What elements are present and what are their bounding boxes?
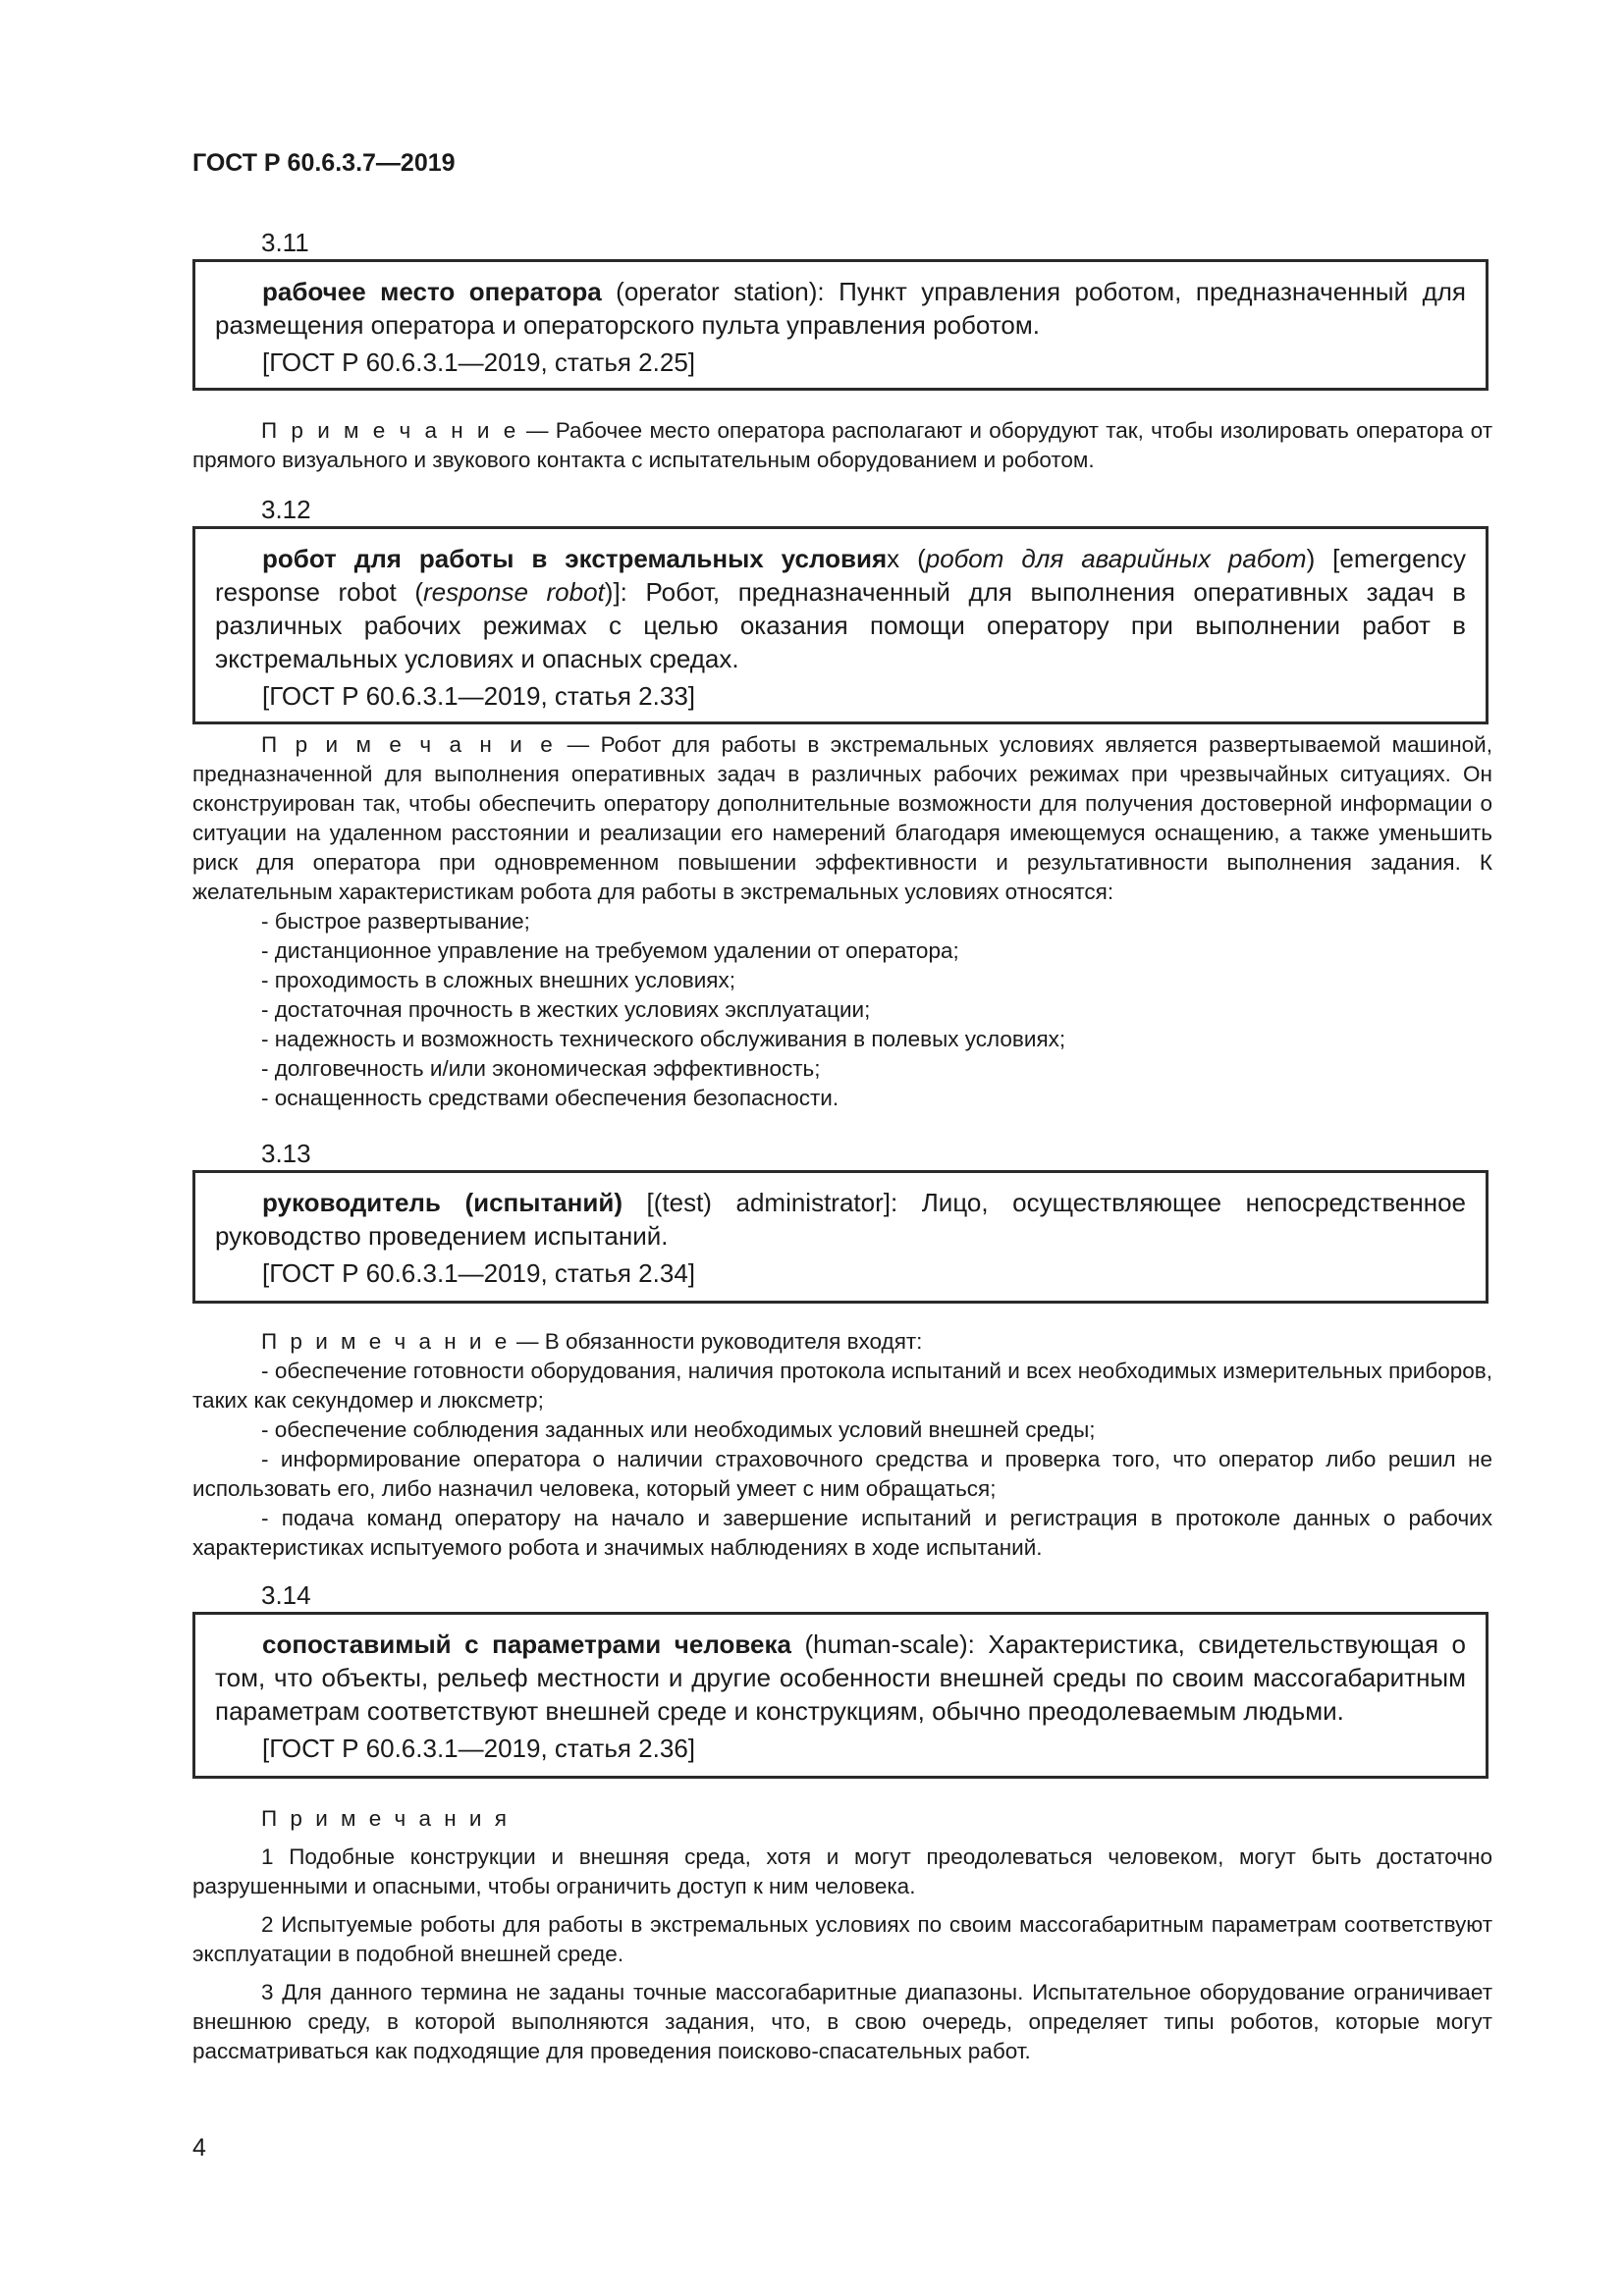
clause-number-3-11: 3.11 [261, 228, 309, 257]
clause-number-3-12: 3.12 [261, 495, 311, 524]
term-box-3-13 [192, 1170, 1489, 1304]
notes-heading: П р и м е ч а н и я [261, 1806, 511, 1831]
list-item: - обеспечение соблюдения заданных или необходимых условий внешней среды; [261, 1417, 1096, 1442]
note-3-11: П р и м е ч а н и е — Рабочее место оператора располагают и оборудуют так, чтобы изолировать оператора от прямого визуального и звукового контакта с испытательным оборудованием и роботом. [192, 418, 1492, 472]
notes-3-14 [192, 1804, 1492, 2075]
note-item-1: 1 Подобные конструкции и внешняя среда, хотя и могут преодолеваться человеком, могут быть достаточно разрушенными и опасными, чтобы ограничить доступ к ним человека. [192, 1844, 1492, 1898]
document-code-header: ГОСТ Р 60.6.3.7—2019 [192, 149, 456, 177]
term-3-14: сопоставимый с параметрами человека [262, 1629, 791, 1659]
clause-number-3-13: 3.13 [261, 1139, 311, 1168]
source-3-12: [ГОСТ Р 60.6.3.1—2019, статья 2.33] [262, 681, 695, 711]
term-box-3-14 [192, 1612, 1489, 1779]
note-item-3: 3 Для данного термина не заданы точные массогабаритные диапазоны. Испытательное оборудование ограничивает внешнюю среду, в которой выполняются задания, что, в свою очередь, определяет типы роботов, которые могут рассматриваться как подходящие для проведения поисково-спасательных работ. [192, 1980, 1492, 2063]
definition-3-12: робот для работы в экстремальных условиях (робот для аварийных работ) [emergency response robot (response robot)]: Робот, предназначенный для выполнения оперативных задач в различных рабочих режимах с целью оказания помощи оператору при выполнении работ в экстремальных условиях и опасных средах. [215, 544, 1466, 673]
list-item: - достаточная прочность в жестких условиях эксплуатации; [261, 997, 871, 1022]
bullet-list-3-13 [192, 1357, 1492, 1563]
list-item: - дистанционное управление на требуемом удалении от оператора; [261, 938, 959, 963]
note-label: П р и м е ч а н и е [261, 732, 557, 757]
source-3-11: [ГОСТ Р 60.6.3.1—2019, статья 2.25] [262, 347, 695, 377]
list-item: - надежность и возможность технического обслуживания в полевых условиях; [261, 1027, 1066, 1051]
note-label: П р и м е ч а н и е [261, 418, 519, 443]
list-item: - обеспечение готовности оборудования, наличия протокола испытаний и всех необходимых измерительных приборов, таких как секундомер и люксметр; [192, 1359, 1492, 1413]
clause-number-3-14: 3.14 [261, 1580, 311, 1610]
term-3-11: рабочее место оператора [262, 277, 602, 306]
definition-3-11: рабочее место оператора (operator station): Пункт управления роботом, предназначенный для размещения оператора и операторского пульта управления роботом. [215, 277, 1467, 340]
term-3-13: руководитель (испытаний) [262, 1188, 623, 1217]
source-3-14: [ГОСТ Р 60.6.3.1—2019, статья 2.36] [262, 1734, 695, 1763]
note-item-2: 2 Испытуемые роботы для работы в экстремальных условиях по своим массогабаритным параметрам соответствуют эксплуатации в подобной внешней среде. [192, 1912, 1492, 1966]
list-item: - оснащенность средствами обеспечения безопасности. [261, 1086, 839, 1110]
source-3-13: [ГОСТ Р 60.6.3.1—2019, статья 2.34] [262, 1258, 695, 1288]
list-item: - проходимость в сложных внешних условиях; [261, 968, 735, 992]
list-item: - подача команд оператору на начало и завершение испытаний и регистрация в протоколе данных о рабочих характеристиках испытуемого робота и значимых наблюдениях в ходе испытаний. [192, 1506, 1492, 1560]
note-label: П р и м е ч а н и е [261, 1329, 511, 1354]
definition-3-13: руководитель (испытаний) [(test) administrator]: Лицо, осуществляющее непосредственное руководство проведением испытаний. [215, 1188, 1466, 1251]
list-item: - долговечность и/или экономическая эффективность; [261, 1056, 821, 1081]
note-3-13: П р и м е ч а н и е — В обязанности руководителя входят: - обеспечение готовности оборудования, наличия протокола испытаний и всех необходимых измерительных приборов, таких как секундомер и люксметр; - обеспечение соблюдения заданных или необходимых условий внешней среды; - информирование оператора о наличии страховочного средства и проверка того, что оператор либо решил не использовать его, либо назначил человека, который умеет с ним обращаться; - подача команд оператору на начало и завершение испытаний и регистрация в протоколе данных о рабочих характеристиках испытуемого робота и значимых наблюдениях в ходе испытаний. [192, 1327, 1492, 1563]
page-number: 4 [192, 2134, 206, 2162]
list-item: - быстрое развертывание; [261, 909, 530, 934]
list-item: - информирование оператора о наличии страховочного средства и проверка того, что оператор либо решил не использовать его, либо назначил человека, который умеет с ним обращаться; [192, 1447, 1492, 1501]
term-3-12: робот для работы в экстремальных условия [262, 544, 888, 573]
definition-3-14: сопоставимый с параметрами человека (human-scale): Характеристика, свидетельствующая о том, что объекты, рельеф местности и другие особенности внешней среды по своим массогабаритным параметрам соответствуют внешней среде и конструкциям, обычно преодолеваемым людьми. [215, 1629, 1466, 1726]
term-box-3-11 [192, 259, 1489, 391]
note-3-12: П р и м е ч а н и е — Робот для работы в экстремальных условиях является развертываемой машиной, предназначенной для выполнения оперативных задач в различных рабочих режимах при чрезвычайных ситуациях. Он сконструирован так, чтобы обеспечить оператору дополнительные возможности для получения достоверной информации о ситуации на удаленном расстоянии и реализации его намерений благодаря имеющемуся оснащению, а также уменьшить риск для оператора при одновременном повышении эффективности и результативности выполнения задания. К желательным характеристикам робота для работы в экстремальных условиях относятся: - быстрое развертывание; - дистанционное управление на требуемом удалении от оператора; - проходимость в сложных внешних условиях; - достаточная прочность в жестких условиях эксплуатации; - надежность и возможность технического обслуживания в полевых условиях; - долговечность и/или экономическая эффективность; - оснащенность средствами обеспечения безопасности. [192, 730, 1492, 1113]
bullet-list-3-12 [192, 907, 1492, 1113]
term-box-3-12 [192, 526, 1489, 724]
